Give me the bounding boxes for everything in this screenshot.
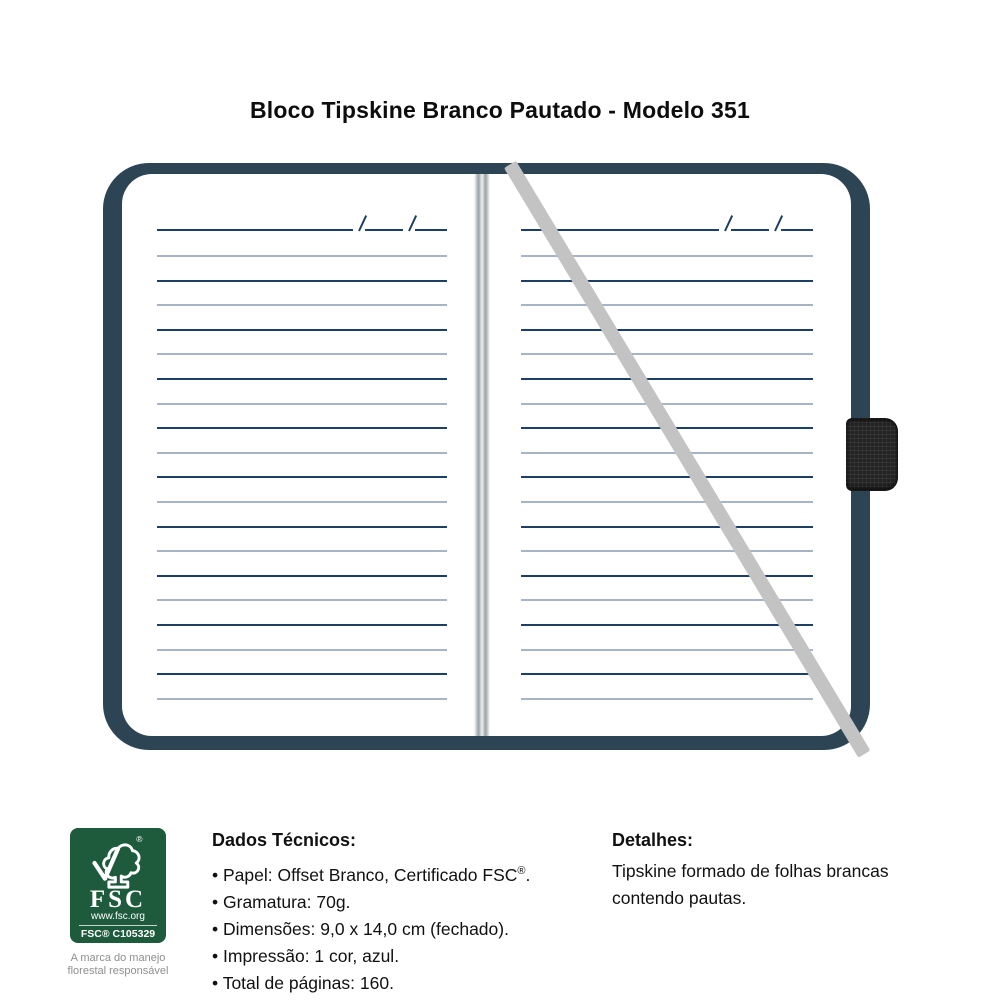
- details-heading: Detalhes:: [612, 830, 694, 850]
- ruled-line: [157, 329, 447, 331]
- fsc-divider: [79, 925, 157, 926]
- ruled-line: [521, 329, 813, 331]
- fsc-url: www.fsc.org: [91, 911, 145, 922]
- fsc-license-code: FSC® C105329: [80, 928, 156, 940]
- tech-item: • Papel: Offset Branco, Certificado FSC®.: [212, 864, 531, 885]
- ruled-line: [157, 526, 447, 528]
- ruled-line: [521, 673, 813, 675]
- technical-data-section: [212, 830, 612, 997]
- tech-item: • Dimensões: 9,0 x 14,0 cm (fechado).: [212, 918, 509, 939]
- fsc-label: [58, 828, 178, 978]
- details-text: contendo pautas.: [612, 888, 747, 908]
- tech-item: • Gramatura: 70g.: [212, 891, 351, 912]
- date-line-segment: [731, 229, 769, 231]
- tech-item: • Total de páginas: 160.: [212, 972, 394, 993]
- ruled-line: [521, 575, 813, 577]
- fsc-caption-line: A marca do manejo: [70, 952, 166, 964]
- ruled-line: [157, 476, 447, 478]
- ruled-line: [521, 476, 813, 478]
- date-line-segment: [365, 229, 403, 231]
- ruled-line: [157, 673, 447, 675]
- ruled-line: [157, 255, 447, 257]
- details-text: Tipskine formado de folhas brancas: [612, 861, 889, 881]
- spine-fold: [474, 174, 490, 736]
- ruled-line: [521, 353, 813, 355]
- ruled-line: [157, 698, 447, 700]
- ruled-line: [157, 427, 447, 429]
- ruled-line: [521, 698, 813, 700]
- ruled-line: [521, 452, 813, 454]
- ruled-line: [521, 378, 813, 380]
- ruled-line: [157, 403, 447, 405]
- ruled-line: [157, 575, 447, 577]
- tech-item: • Impressão: 1 cor, azul.: [212, 945, 400, 966]
- fsc-caption: [58, 952, 178, 978]
- ruled-line: [157, 452, 447, 454]
- technical-data-heading: Dados Técnicos:: [212, 830, 357, 850]
- fsc-caption-line: florestal responsável: [67, 965, 169, 977]
- ruled-line: [521, 550, 813, 552]
- svg-text:®: ®: [136, 834, 143, 845]
- ruled-line: [157, 304, 447, 306]
- fsc-tree-icon: [87, 833, 149, 893]
- ruled-line: [157, 599, 447, 601]
- notebook-pages: [122, 174, 851, 736]
- date-field-right: [521, 211, 813, 231]
- ruled-line: [157, 378, 447, 380]
- date-line-segment: [157, 229, 353, 231]
- technical-data-list: [212, 858, 612, 997]
- fsc-acronym: FSC: [89, 886, 147, 913]
- details-section: [612, 830, 972, 912]
- pen-holder-loop: [846, 418, 898, 491]
- ruled-line: [157, 624, 447, 626]
- ruled-lines-right: [521, 255, 813, 700]
- ruled-line: [521, 403, 813, 405]
- date-line-segment: [781, 229, 813, 231]
- page-title: Bloco Tipskine Branco Pautado - Modelo 351: [249, 97, 750, 124]
- notebook-illustration: [103, 163, 870, 750]
- date-line-segment: [415, 229, 447, 231]
- ruled-line: [157, 501, 447, 503]
- ruled-line: [157, 649, 447, 651]
- ruled-line: [521, 304, 813, 306]
- ruled-lines-left: [157, 255, 447, 700]
- ruled-line: [521, 526, 813, 528]
- ruled-line: [157, 353, 447, 355]
- ruled-line: [157, 280, 447, 282]
- fsc-green-box: [70, 828, 166, 943]
- ruled-line: [521, 649, 813, 651]
- date-field-left: [157, 211, 447, 231]
- ruled-line: [521, 501, 813, 503]
- ruled-line: [521, 280, 813, 282]
- ruled-line: [521, 624, 813, 626]
- ruled-line: [157, 550, 447, 552]
